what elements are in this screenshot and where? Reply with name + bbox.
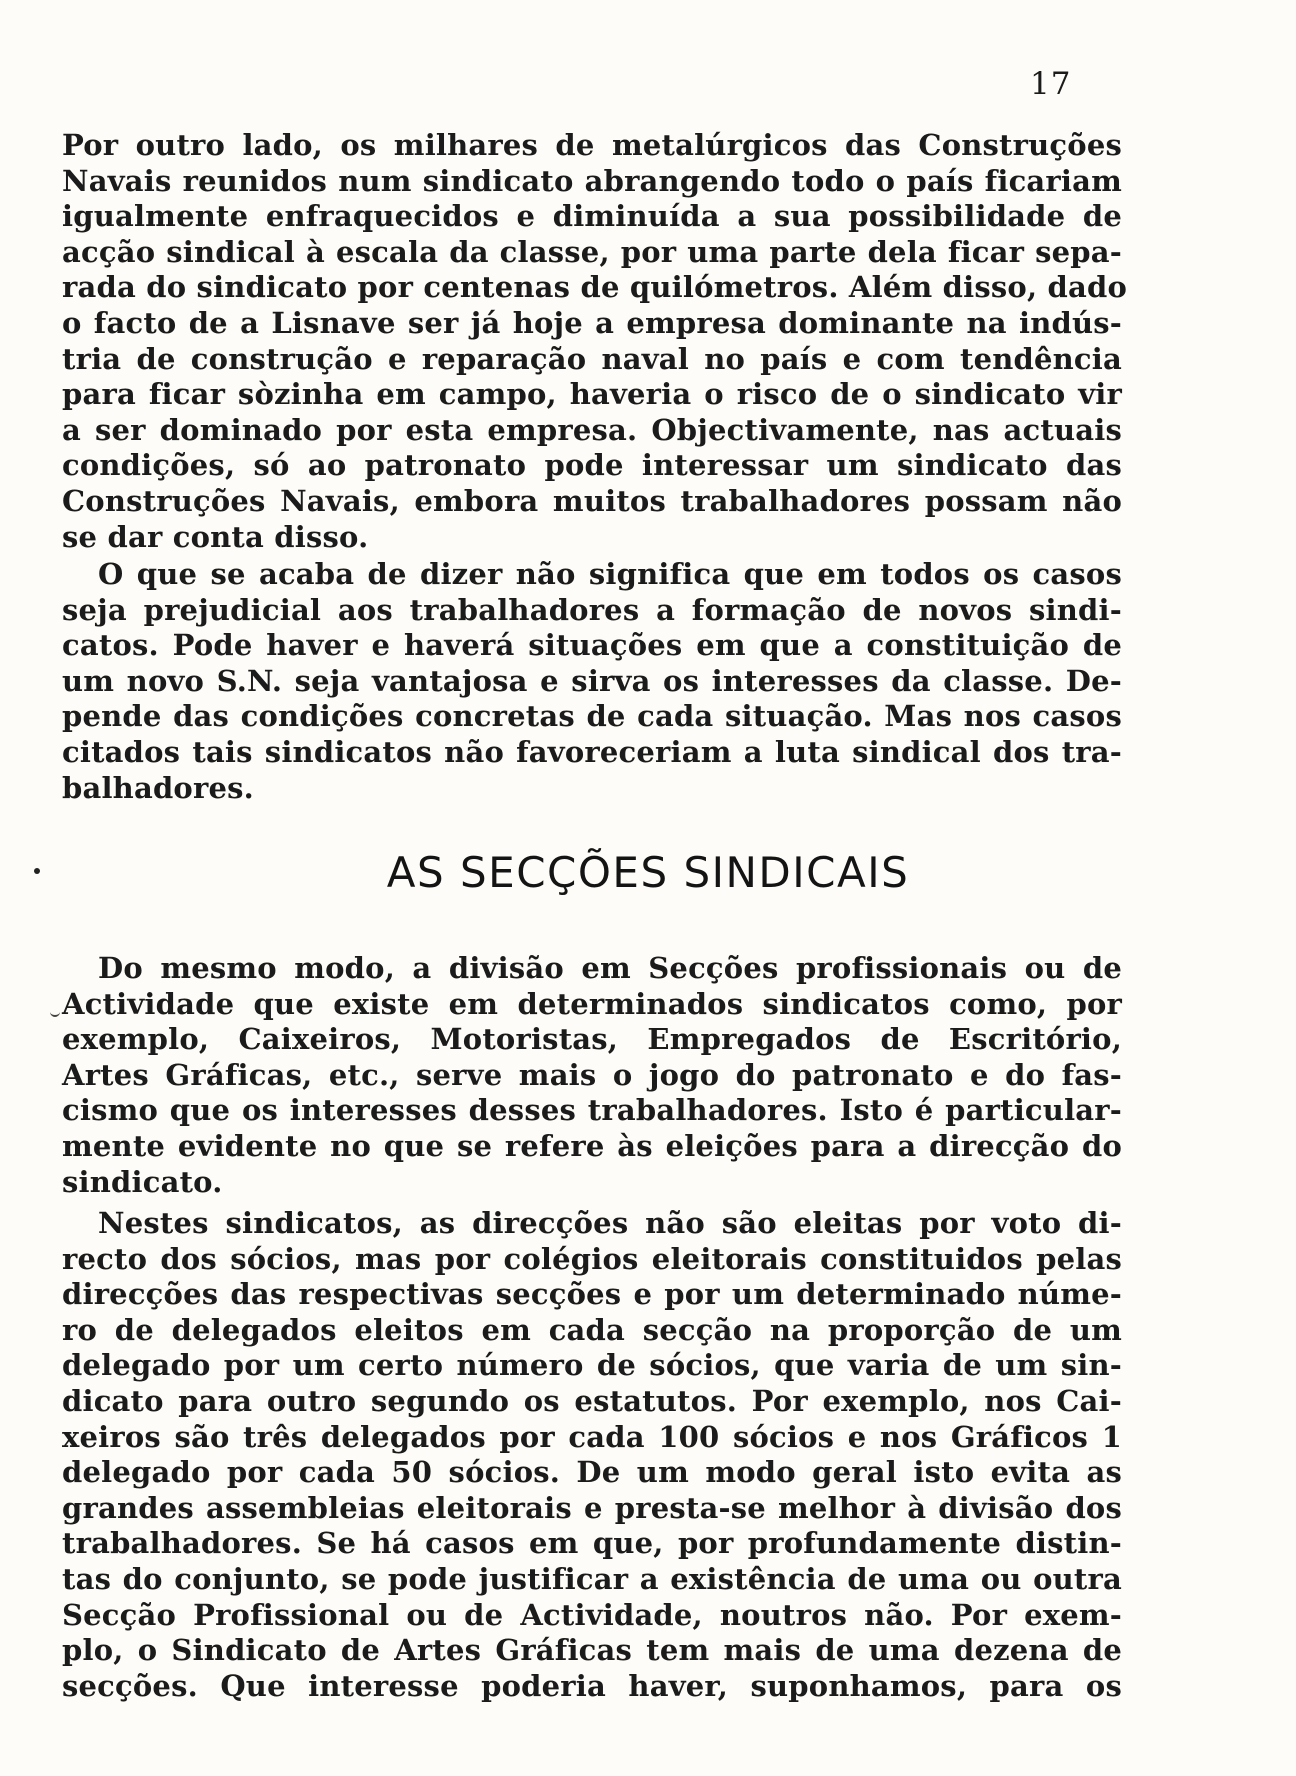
text-line: Actividade que existe em determinados sindicatos como, por — [62, 986, 1122, 1021]
text-line: O que se acaba de dizer não significa que em todos os casos — [98, 557, 1122, 591]
text-line: plo, o Sindicato de Artes Gráficas tem mais de uma dezena de — [62, 1633, 1122, 1668]
text-line: Navais reunidos num sindicato abrangendo todo o país ficariam — [62, 163, 1122, 198]
paragraph-4 — [62, 1206, 1122, 1704]
text-line: tas do conjunto, se pode justificar a existência de uma ou outra — [62, 1561, 1122, 1596]
text-line: Nestes sindicatos, as direcções não são eleitas por voto di- — [98, 1206, 1122, 1240]
text-line: condições, só ao patronato pode interessar um sindicato das — [62, 448, 1122, 483]
text-line: tria de construção e reparação naval no país e com tendência — [62, 341, 1122, 376]
text-line: um novo S.N. seja vantajosa e sirva os interesses da classe. De- — [62, 663, 1122, 698]
text-line: acção sindical à escala da classe, por uma parte dela ficar sepa- — [62, 234, 1122, 269]
text-line: citados tais sindicatos não favoreceriam a luta sindical dos tra- — [62, 734, 1122, 769]
text-line: pende das condições concretas de cada situação. Mas nos casos — [62, 699, 1122, 734]
text-line: balhadores. — [62, 770, 254, 805]
text-line: cismo que os interesses desses trabalhadores. Isto é particular- — [62, 1093, 1122, 1128]
text-line: direcções das respectivas secções e por um determinado núme- — [62, 1277, 1122, 1312]
page-number: 17 — [1030, 66, 1072, 102]
text-line: o facto de a Lisnave ser já hoje a empresa dominante na indús- — [62, 305, 1122, 340]
text-line: Por outro lado, os milhares de metalúrgicos das Construções — [62, 128, 1122, 162]
text-line: recto dos sócios, mas por colégios eleitorais constituidos pelas — [62, 1241, 1122, 1276]
text-line: secções. Que interesse poderia haver, suponhamos, para os — [62, 1668, 1122, 1703]
paragraph-3 — [62, 951, 1122, 1200]
text-line: sindicato. — [62, 1164, 223, 1199]
text-line: Construções Navais, embora muitos trabalhadores possam não — [62, 483, 1122, 518]
text-line: seja prejudicial aos trabalhadores a formação de novos sindi- — [62, 592, 1122, 627]
text-line: xeiros são três delegados por cada 100 sócios e nos Gráficos 1 — [62, 1419, 1122, 1454]
text-line: se dar conta disso. — [62, 519, 369, 554]
text-line: exemplo, Caixeiros, Motoristas, Empregados de Escritório, — [62, 1022, 1122, 1057]
text-line: para ficar sòzinha em campo, haveria o risco de o sindicato vir — [62, 377, 1122, 412]
margin-pencil-mark — [50, 1010, 60, 1017]
text-line: a ser dominado por esta empresa. Objectivamente, nas actuais — [62, 412, 1122, 447]
section-heading: AS SECÇÕES SINDICAIS — [386, 848, 910, 897]
text-line: Artes Gráficas, etc., serve mais o jogo do patronato e do fas- — [62, 1057, 1122, 1092]
paragraph-1 — [62, 128, 1128, 555]
text-line: ro de delegados eleitos em cada secção na proporção de um — [62, 1312, 1122, 1347]
text-line: Do mesmo modo, a divisão em Secções profissionais ou de — [98, 951, 1122, 985]
text-line: grandes assembleias eleitorais e presta-se melhor à divisão dos — [62, 1490, 1122, 1525]
text-line: mente evidente no que se refere às eleições para a direcção do — [62, 1128, 1122, 1163]
text-line: delegado por cada 50 sócios. De um modo geral isto evita as — [62, 1455, 1122, 1490]
text-line: igualmente enfraquecidos e diminuída a sua possibilidade de — [62, 199, 1122, 234]
paragraph-2 — [62, 557, 1122, 806]
text-line: trabalhadores. Se há casos em que, por profundamente distin- — [62, 1526, 1122, 1561]
text-line: rada do sindicato por centenas de quilómetros. Além disso, dado — [62, 270, 1128, 305]
text-line: Secção Profissional ou de Actividade, noutros não. Por exem- — [62, 1597, 1122, 1632]
text-line: dicato para outro segundo os estatutos. Por exemplo, nos Cai- — [62, 1383, 1122, 1418]
text-line: catos. Pode haver e haverá situações em que a constituição de — [62, 628, 1122, 663]
text-line: delegado por um certo número de sócios, que varia de um sin- — [62, 1348, 1122, 1383]
